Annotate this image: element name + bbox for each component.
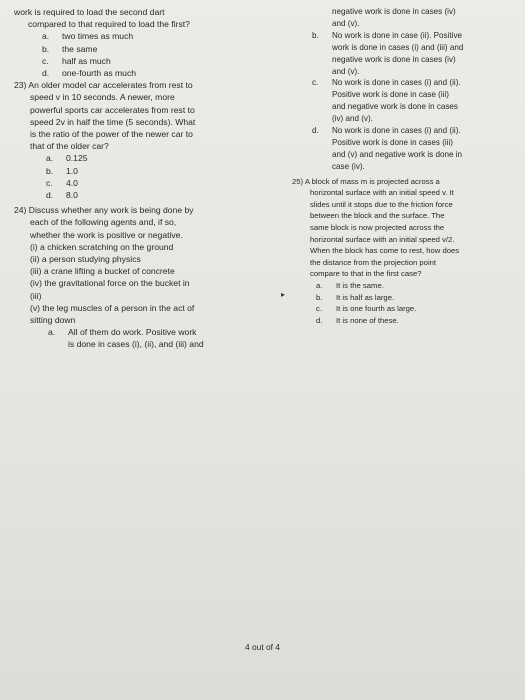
option-d: d. No work is done in cases (i) and (ii). Positive work is done in cases (iii) and (v) and negative work is done in case (iv). — [312, 126, 463, 171]
option-c: c. half as much — [42, 55, 111, 66]
text-line: same block is now projected across the — [310, 223, 445, 233]
question-text: 23) An older model car accelerates from rest to — [14, 80, 193, 91]
page-number: 4 out of 4 — [245, 642, 280, 652]
question-text: 25) A block of mass m is projected across a — [292, 176, 440, 186]
case-v: (v) the leg muscles of a person in the act of — [30, 302, 195, 313]
option-c: c. 4.0 — [46, 177, 78, 188]
option-a: a. All of them do work. Positive work is done in cases (i), (ii), and (iii) and — [48, 326, 276, 350]
question-text: 24) Discuss whether any work is being done by — [14, 205, 194, 216]
text-line: speed 2v in half the time (5 seconds). What — [30, 116, 196, 127]
worksheet-page: work is required to load the second dart compared to that required to load the first? a. two times as much b. the same c. half as much d. one-fourth as much 23) An older model car accelerates from rest to speed v in 10 seconds. A newer, more powerful sports car accelerates from rest to speed 2v in half the time (5 seconds). What is the ratio of the power of the newer car to that of the older car? a. 0.125 b. 1.0 c. 4.0 d. 8.0 24) Discuss whether any work is being done by each of the following agents and, if so, whether the work is positive or negative. (i) a chicken scratching on the ground (ii) a person studying physics (iii) a crane lifting a bucket of concrete (iv) the gravitational force on the bucket in (iii) (v) the leg muscles of a person in the act of sitting down a. All of them do work. Positive work is done in cases (i), (ii), and (iii) and negative work is done in cases (iv) and (v). b. No work is done in case (ii). Positive work is done in cases (i) and (iii) and negative work is done in cases (iv) and (v). c. No work is done in cases (i) and (ii). Positive work is done in case (iii) and negative work is done in cases (iv) and (v). d. No work is done in cases (i) and (ii). Positive work is done in cases (iii) and (v) and negative work is done in case (iv). 25) A block of mass m is projected across a horizontal surface with an initial speed v. It slides until it stops due to the friction force between the block and the surface. The same block is now projected across the horizontal surface with an initial speed v/2. When the block has come to rest, how does the distance from the projection point compare to that in the first case? a. It is the same. b. It is half as large. c. It is one fourth as large. d. It is none of these. ▸ 4 out of 4 — [0, 0, 525, 700]
option-c: c. It is one fourth as large. — [316, 304, 417, 314]
question-25 — [292, 176, 514, 280]
question-24-option-a — [14, 326, 276, 350]
text-line: compare to that in the first case? — [310, 269, 422, 279]
left-column — [14, 6, 276, 351]
option-a: a. 0.125 — [46, 153, 88, 164]
option-d: d. 8.0 — [46, 190, 78, 201]
text-line: is done in cases (i), (ii), and (iii) and — [68, 339, 204, 350]
option-c: c. No work is done in cases (i) and (ii). Positive work is done in case (iii) and negative work is done in cases (iv) and (v). — [312, 78, 461, 124]
question-24 — [14, 204, 276, 326]
text-line: is the ratio of the power of the newer car to — [30, 129, 193, 140]
text-line: All of them do work. Positive work — [68, 327, 197, 338]
question-22-options — [14, 30, 276, 79]
text-line: horizontal surface with an initial speed v/2. — [310, 234, 455, 244]
option-b: b. the same — [42, 43, 98, 54]
case-iii: (iii) a crane lifting a bucket of concrete — [30, 266, 175, 277]
option-d: d. It is none of these. — [316, 315, 399, 325]
text-line: negative work is done in cases (iv) — [332, 7, 456, 16]
option-d: d. one-fourth as much — [42, 68, 137, 79]
text-line: and (v). — [332, 18, 360, 28]
case-iv: (iv) the gravitational force on the bucket in — [30, 278, 190, 289]
option-b: b. 1.0 — [46, 165, 78, 176]
text-line: the distance from the projection point — [310, 257, 437, 267]
text-line: When the block has come to rest, how does — [310, 246, 460, 256]
case-i: (i) a chicken scratching on the ground — [30, 241, 174, 252]
option-b: b. It is half as large. — [316, 292, 395, 302]
question-25-options — [292, 280, 514, 326]
text-line: (iii) — [30, 290, 42, 301]
question-23 — [14, 79, 276, 152]
text-line: between the block and the surface. The — [310, 211, 445, 221]
text-line: powerful sports car accelerates from rest to — [30, 104, 195, 115]
right-column — [292, 6, 514, 326]
question-22-tail — [14, 6, 276, 30]
case-ii: (ii) a person studying physics — [30, 254, 141, 265]
option-b: b. No work is done in case (ii). Positive work is done in cases (i) and (iii) and negative work is done in cases (iv) and (v). — [312, 30, 464, 76]
text-line: whether the work is positive or negative. — [30, 229, 183, 240]
question-24-option-a-tail — [292, 6, 514, 30]
text-line: work is required to load the second dart — [14, 7, 165, 17]
text-line: compared to that required to load the first? — [28, 19, 190, 30]
text-line: that of the older car? — [30, 141, 109, 152]
text-line: horizontal surface with an initial speed v. It — [310, 188, 454, 198]
option-a: a. two times as much — [42, 31, 134, 42]
question-24-options — [292, 30, 514, 173]
text-line: sitting down — [30, 315, 76, 326]
option-a: a. It is the same. — [316, 281, 384, 291]
text-line: slides until it stops due to the friction force — [310, 199, 453, 209]
question-23-options — [14, 152, 276, 201]
text-line: each of the following agents and, if so, — [30, 217, 177, 228]
text-line: speed v in 10 seconds. A newer, more — [30, 92, 175, 103]
